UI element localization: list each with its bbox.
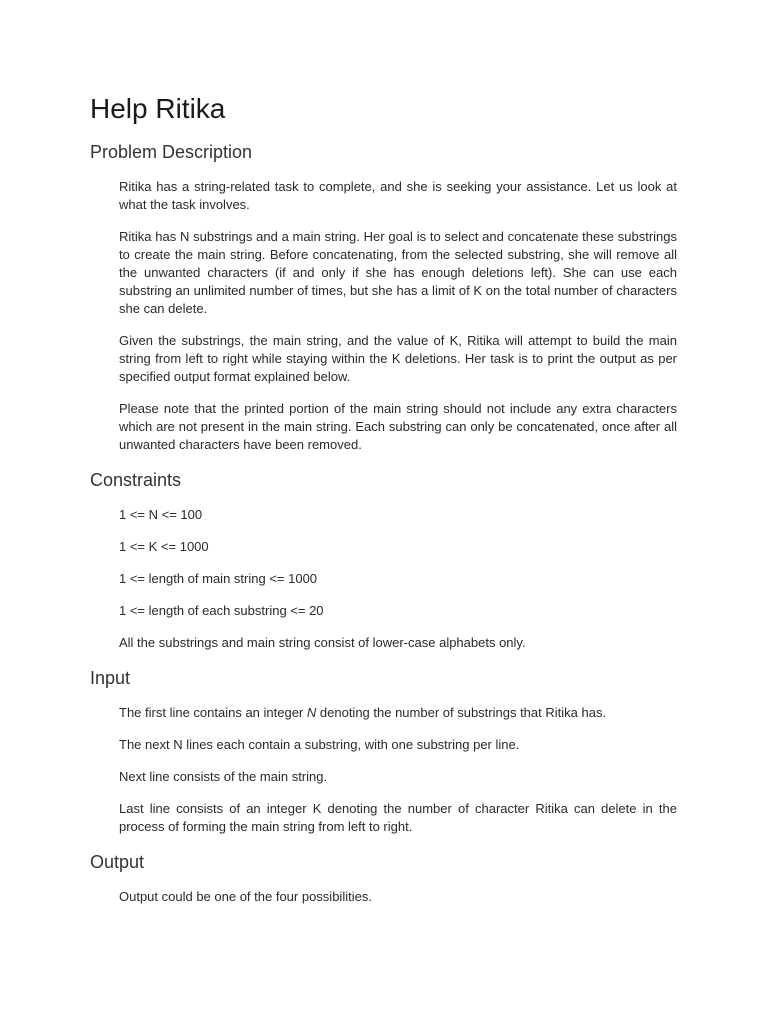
output-paragraph: Output could be one of the four possibilities. bbox=[119, 889, 372, 904]
constraint-item: 1 <= N <= 100 bbox=[119, 507, 203, 522]
description-paragraph: Ritika has a string-related task to complete, and she is seeking your assistance. Let us look at what the task involves. bbox=[119, 179, 677, 212]
section-heading-input: Input bbox=[90, 668, 131, 688]
input-paragraph: The next N lines each contain a substring, with one substring per line. bbox=[119, 737, 520, 752]
constraint-item: 1 <= length of main string <= 1000 bbox=[119, 571, 318, 586]
constraint-item: 1 <= length of each substring <= 20 bbox=[119, 603, 324, 618]
input-line1-before: The first line contains an integer bbox=[119, 705, 307, 720]
input-block bbox=[119, 704, 677, 836]
section-heading-constraints: Constraints bbox=[90, 470, 182, 490]
description-block bbox=[119, 178, 677, 454]
description-paragraph: Please note that the printed portion of the main string should not include any extra characters which are not present in the main string. Each substring can only be concatenated, once after all unwanted characters have been removed. bbox=[119, 401, 677, 452]
description-paragraph: Ritika has N substrings and a main string. Her goal is to select and concatenate these substrings to create the main string. Before concatenating, from the selected substring, she will remove all the unwanted characters (if and only if she has enough deletions left). She can use each substring an unlimited number of times, but she has a limit of K on the total number of characters she can delete. bbox=[119, 229, 677, 316]
section-heading-output: Output bbox=[90, 852, 145, 872]
output-block bbox=[119, 888, 677, 906]
input-paragraph bbox=[119, 704, 677, 722]
page-title: Help Ritika bbox=[90, 93, 226, 124]
input-paragraph: Last line consists of an integer K denoting the number of character Ritika can delete in the process of forming the main string from left to right. bbox=[119, 801, 677, 834]
constraint-item: 1 <= K <= 1000 bbox=[119, 539, 209, 554]
input-paragraph: Next line consists of the main string. bbox=[119, 769, 328, 784]
section-heading-description: Problem Description bbox=[90, 142, 253, 162]
description-paragraph: Given the substrings, the main string, and the value of K, Ritika will attempt to build the main string from left to right while staying within the K deletions. Her task is to print the output as per specified output format explained below. bbox=[119, 333, 677, 384]
constraints-block bbox=[119, 506, 677, 652]
constraint-item: All the substrings and main string consist of lower-case alphabets only. bbox=[119, 635, 526, 650]
input-line1-after: denoting the number of substrings that Ritika has. bbox=[316, 705, 607, 720]
document-page bbox=[90, 92, 678, 920]
input-var-n: N bbox=[306, 705, 317, 720]
